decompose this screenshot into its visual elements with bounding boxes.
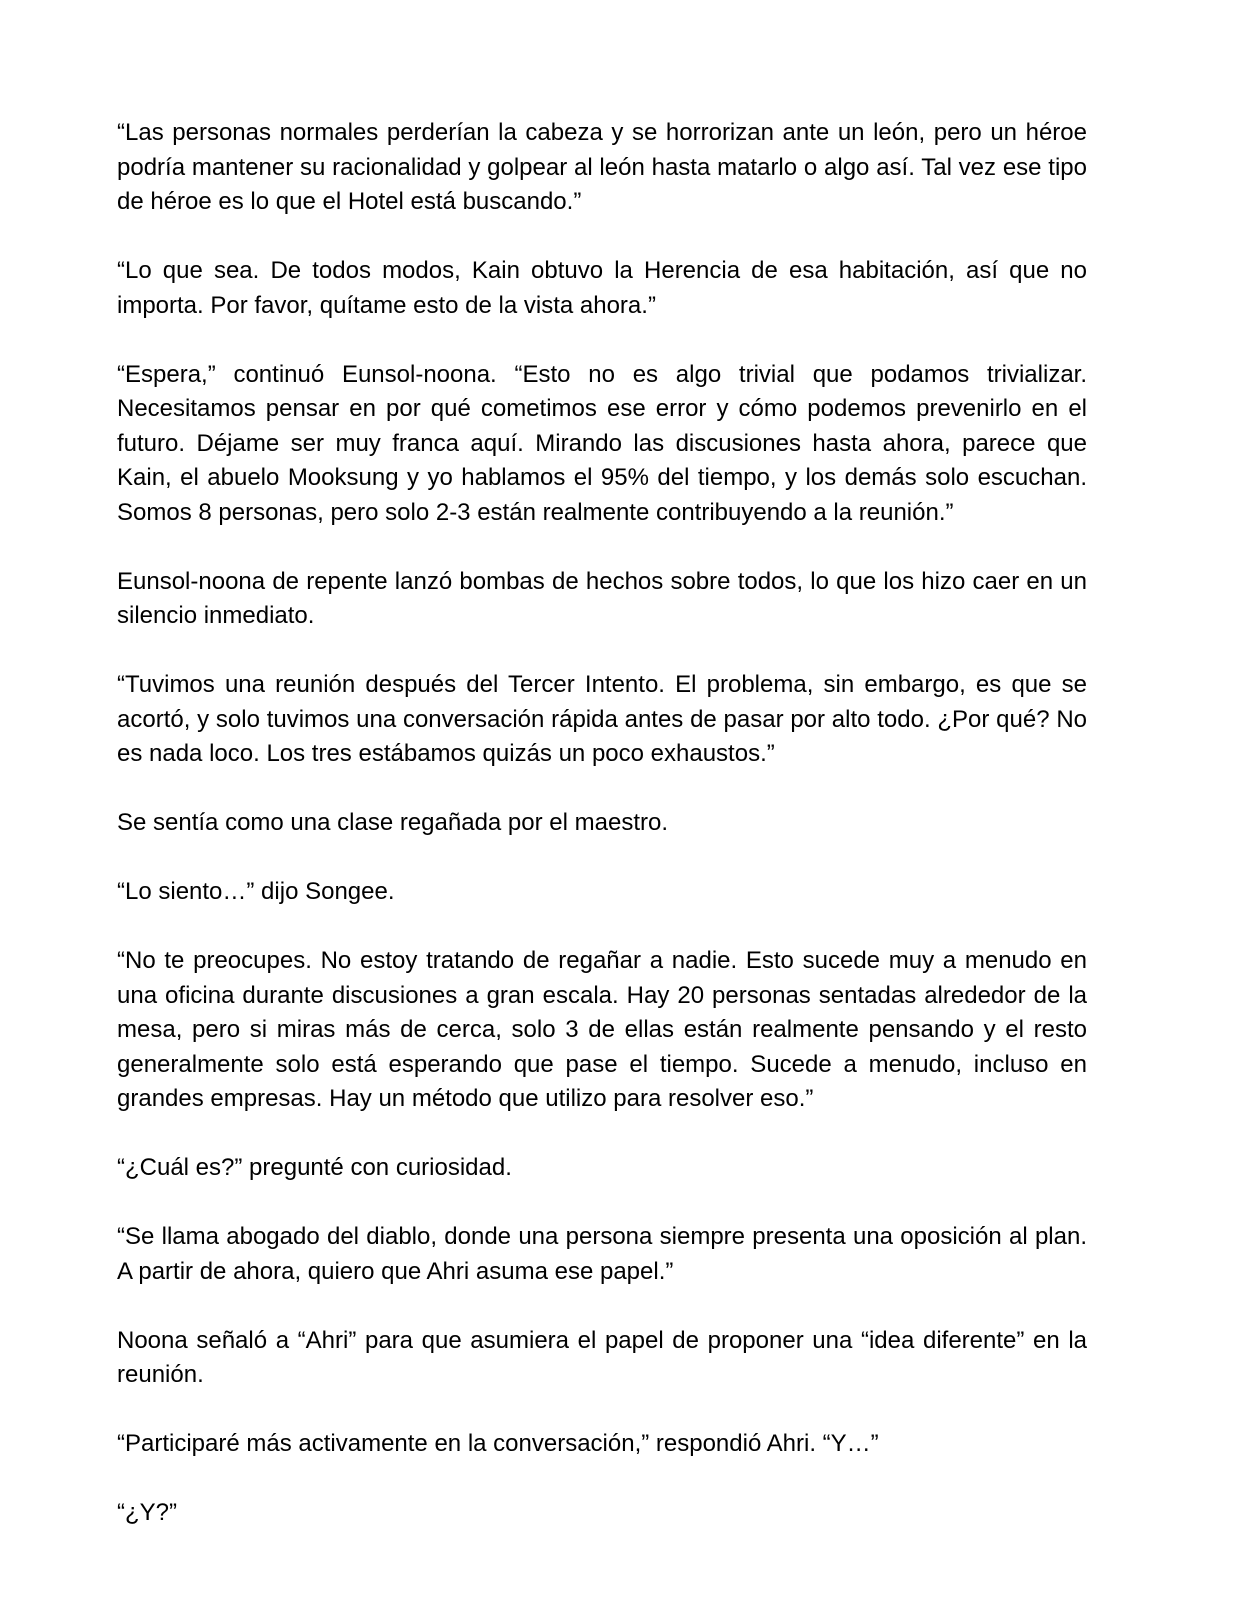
paragraph-3: “Espera,” continuó Eunsol-noona. “Esto no es algo trivial que podamos trivializar. Necesitamos pensar en por qué cometimos ese error y cómo podemos prevenirlo en el futuro. Déjame ser muy franca aquí. Mirando las discusiones hasta ahora, parece que Kain, el abuelo Mooksung y yo hablamos el 95% del tiempo, y los demás solo escuchan. Somos 8 personas, pero solo 2-3 están realmente contribuyendo a la reunión.” <box>117 360 1087 526</box>
paragraph-1: “Las personas normales perderían la cabeza y se horrorizan ante un león, pero un héroe podría mantener su racionalidad y golpear al león hasta matarlo o algo así. Tal vez ese tipo de héroe es lo que el Hotel está buscando.” <box>117 119 1087 215</box>
paragraph-13: “¿Y?” <box>117 1499 177 1526</box>
paragraph-10: “Se llama abogado del diablo, donde una persona siempre presenta una oposición al plan. A partir de ahora, quiero que Ahri asuma ese papel.” <box>117 1223 1087 1285</box>
document-body <box>117 116 1087 1565</box>
paragraph-8: “No te preocupes. No estoy tratando de regañar a nadie. Esto sucede muy a menudo en una oficina durante discusiones a gran escala. Hay 20 personas sentadas alrededor de la mesa, pero si miras más de cerca, solo 3 de ellas están realmente pensando y el resto generalmente solo está esperando que pase el tiempo. Sucede a menudo, incluso en grandes empresas. Hay un método que utilizo para resolver eso.” <box>117 947 1087 1112</box>
paragraph-11: Noona señaló a “Ahri” para que asumiera el papel de proponer una “idea diferente” en la reunión. <box>117 1326 1087 1388</box>
paragraph-12: “Participaré más activamente en la conversación,” respondió Ahri. “Y…” <box>117 1430 879 1457</box>
paragraph-5: “Tuvimos una reunión después del Tercer Intento. El problema, sin embargo, es que se acortó, y solo tuvimos una conversación rápida antes de pasar por alto todo. ¿Por qué? No es nada loco. Los tres estábamos quizás un poco exhaustos.” <box>117 671 1087 767</box>
paragraph-2: “Lo que sea. De todos modos, Kain obtuvo la Herencia de esa habitación, así que no importa. Por favor, quítame esto de la vista ahora.” <box>117 257 1087 319</box>
paragraph-9: “¿Cuál es?” pregunté con curiosidad. <box>117 1154 512 1181</box>
paragraph-7: “Lo siento…” dijo Songee. <box>117 878 395 905</box>
paragraph-6: Se sentía como una clase regañada por el maestro. <box>117 809 668 836</box>
paragraph-4: Eunsol-noona de repente lanzó bombas de hechos sobre todos, lo que los hizo caer en un silencio inmediato. <box>117 567 1087 629</box>
